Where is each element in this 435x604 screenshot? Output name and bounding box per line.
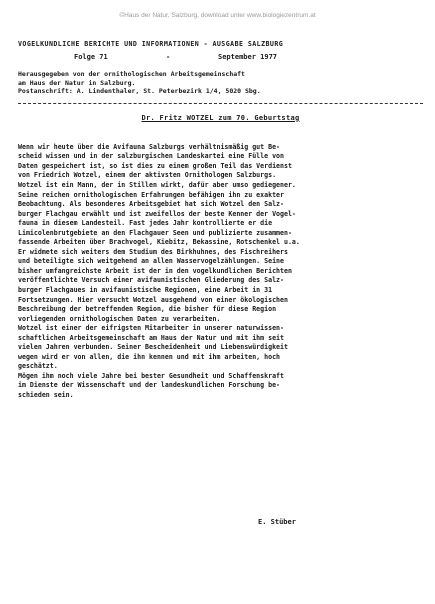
article-line: wegen wird er von allen, die ihn kennen und mit ihm arbeiten, hoch — [18, 352, 281, 361]
article-line: scheid wissen und in der salzburgischen Landeskartei eine Fülle von — [18, 152, 284, 161]
article-line: Seine reichen ornithologischen Erfahrungen befähigen ihn zu exakter — [18, 190, 284, 199]
article-line: fauna in diesem Landesteil. Fast jedes Jahr kontrollierte er die — [18, 219, 273, 228]
issue-separator: - — [166, 53, 171, 61]
article-line: geschätzt. — [18, 362, 58, 371]
document-page — [18, 40, 423, 401]
header-divider — [18, 103, 423, 104]
publisher-block — [18, 70, 423, 96]
article-line: vorliegenden ornithologischen Daten zu verarbeiten. — [18, 314, 221, 323]
article-line: im Dienste der Wissenschaft und der landeskundlichen Forschung be- — [18, 381, 281, 390]
issue-line — [18, 53, 423, 63]
article-line: Wenn wir heute über die Avifauna Salzburgs verhältnismäßig gut Be- — [18, 142, 281, 151]
article-line: fassende Arbeiten über Brachvogel, Kiebitz, Bekassine, Rotschenkel u.a. — [18, 238, 300, 247]
article-line: und beteiligte sich weitgehend an allen Wasservogelzählungen. Seine — [18, 257, 284, 266]
article-line: Fortsetzungen. Hier versucht Wotzel ausgehend von einer ökologischen — [18, 295, 288, 304]
publisher-line: am Haus der Natur in Salzburg. — [18, 78, 136, 87]
article-line: Daten gespeichert ist, so ist dies zu einem großen Teil das Verdienst — [18, 161, 292, 170]
article-line: bisher umfangreichste Arbeit ist der in den vogelkundlichen Berichten — [18, 266, 292, 275]
watermark: ©Haus der Natur, Salzburg, download unter www.biologiezentrum.at — [119, 12, 316, 19]
article-line: schieden sein. — [18, 391, 74, 399]
article-line: Er widmete sich weiters dem Studium des Birkhuhnes, des Fischreihers — [18, 247, 288, 256]
article-line: Wotzel ist einer der eifrigsten Mitarbeiter in unserer naturwissen- — [18, 324, 284, 333]
article-title: Dr. Fritz WOTZEL zum 70. Geburtstag — [141, 113, 300, 122]
article-line: vielen Jahren verbunden. Seiner Bescheidenheit und Liebenswürdigkeit — [18, 343, 288, 352]
article-line: Limicolenbrutgebiete an den Flachgauer Seen und publizierte zusammen- — [18, 228, 292, 237]
issue-date: September 1977 — [218, 53, 278, 61]
article-line: Mögen ihm noch viele Jahre bei bester Gesundheit und Schaffenskraft — [18, 371, 284, 380]
article-line: Beobachtung. Als besonderes Arbeitsgebiet hat sich Wotzel den Salz- — [18, 200, 284, 209]
series-title: VOGELKUNDLICHE BERICHTE UND INFORMATIONEN - AUSGABE SALZBURG — [18, 40, 284, 48]
article-line: Beschreibung der betreffenden Region, die bisher für diese Region — [18, 305, 277, 314]
article-line: schaftlichen Arbeitsgemeinschaft am Haus der Natur und mit ihm seit — [18, 333, 284, 342]
publisher-line: Herausgegeben von der ornithologischen Arbeitsgemeinschaft — [18, 70, 245, 78]
article-line: veröffentlichte Versuch einer avifaunistischen Gliederung des Salz- — [18, 276, 284, 285]
signature: E. Stüber — [258, 518, 296, 526]
article-line: burger Flachgau erwählt und ist zweifellos der beste Kenner der Vogel- — [18, 209, 296, 218]
publisher-line: Postanschrift: A. Lindenthaler, St. Peterbezirk 1/4, 5020 Sbg. — [18, 87, 261, 96]
article-line: burger Flachgaues in avifaunistische Regionen, eine Arbeit in 31 — [18, 285, 273, 294]
issue-number: Folge 71 — [74, 53, 108, 61]
article-line: Wotzel ist ein Mann, der in Stillen wirkt, dafür aber umso gediegener. — [18, 180, 296, 189]
article-body — [18, 143, 423, 401]
article-line: von Friedrich Wotzel, einem der aktivsten Ornithologen Salzburgs. — [18, 171, 277, 180]
